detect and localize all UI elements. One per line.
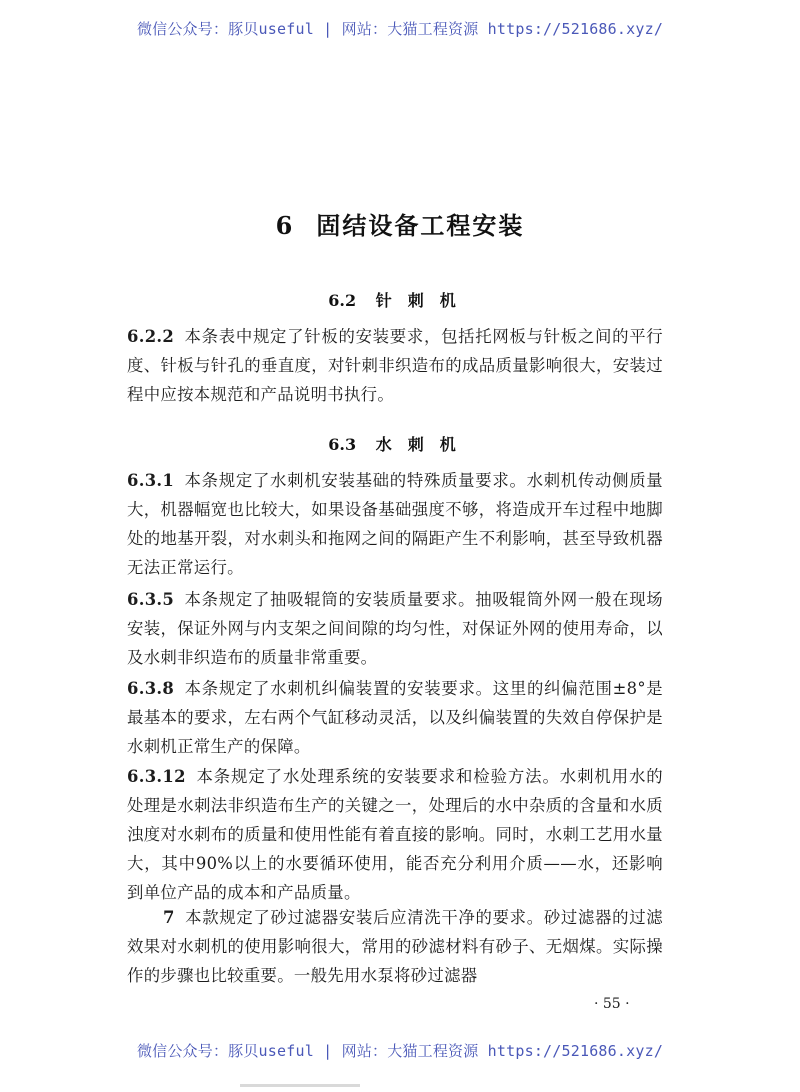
clause-number: 6.2.2 <box>127 327 175 346</box>
section-title: 水刺机 <box>375 435 472 454</box>
clause-text: 本条规定了水刺机纠偏装置的安装要求。这里的纠偏范围±8°是最基本的要求，左右两个气缸移动灵活，以及纠偏装置的失效自停保护是水刺机正常生产的保障。 <box>127 679 663 756</box>
clause-number: 6.3.12 <box>127 767 186 786</box>
clause-number: 6.3.1 <box>127 471 175 490</box>
section-title: 针刺机 <box>375 291 472 310</box>
clause-text: 本条规定了水刺机安装基础的特殊质量要求。水刺机传动侧质量大，机器幅宽也比较大，如果设备基础强度不够，将造成开车过程中地脚处的地基开裂，对水刺头和拖网之间的隔距产生不利影响，甚至导致机器无法正常运行。 <box>127 471 663 577</box>
clause-text: 本条规定了抽吸辊筒的安装质量要求。抽吸辊筒外网一般在现场安装，保证外网与内支架之间间隙的均匀性，对保证外网的使用寿命，以及水刺非织造布的质量非常重要。 <box>127 590 663 667</box>
clause-paragraph <box>127 903 663 990</box>
section-number: 6.3 <box>328 435 357 454</box>
clause-number: 6.3.8 <box>127 679 175 698</box>
clause-paragraph <box>127 762 663 907</box>
chapter-title: 固结设备工程安装 <box>316 211 525 240</box>
section-heading <box>0 432 800 455</box>
clause-text: 本款规定了砂过滤器安装后应清洗干净的要求。砂过滤器的过滤效果对水刺机的使用影响很大，常用的砂滤材料有砂子、无烟煤。实际操作的步骤也比较重要。一般先用水泵将砂过滤器 <box>127 908 663 985</box>
chapter-heading <box>0 206 800 241</box>
clause-text: 本条表中规定了针板的安装要求，包括托网板与针板之间的平行度、针板与针孔的垂直度，对针刺非织造布的成品质量影响很大，安装过程中应按本规范和产品说明书执行。 <box>127 327 663 404</box>
page-number: · 55 · <box>594 996 630 1012</box>
clause-paragraph <box>127 466 663 582</box>
clause-paragraph <box>127 322 663 409</box>
section-number: 6.2 <box>328 291 357 310</box>
scan-artifact <box>240 1084 360 1087</box>
chapter-number: 6 <box>275 211 295 240</box>
clause-number: 7 <box>163 908 175 927</box>
clause-number: 6.3.5 <box>127 590 175 609</box>
clause-text: 本条规定了水处理系统的安装要求和检验方法。水刺机用水的处理是水刺法非织造布生产的关键之一，处理后的水中杂质的含量和水质浊度对水刺布的质量和使用性能有着直接的影响。同时，水刺工艺用水量大，其中90%以上的水要循环使用，能否充分利用介质——水，还影响到单位产品的成本和产品质量。 <box>127 767 663 902</box>
clause-paragraph <box>127 585 663 672</box>
watermark-top: 微信公众号：豚贝useful | 网站：大猫工程资源 https://521686.xyz/ <box>136 20 664 38</box>
watermark-bottom: 微信公众号：豚贝useful | 网站：大猫工程资源 https://521686.xyz/ <box>136 1042 664 1060</box>
section-heading <box>0 288 800 311</box>
clause-paragraph <box>127 674 663 761</box>
